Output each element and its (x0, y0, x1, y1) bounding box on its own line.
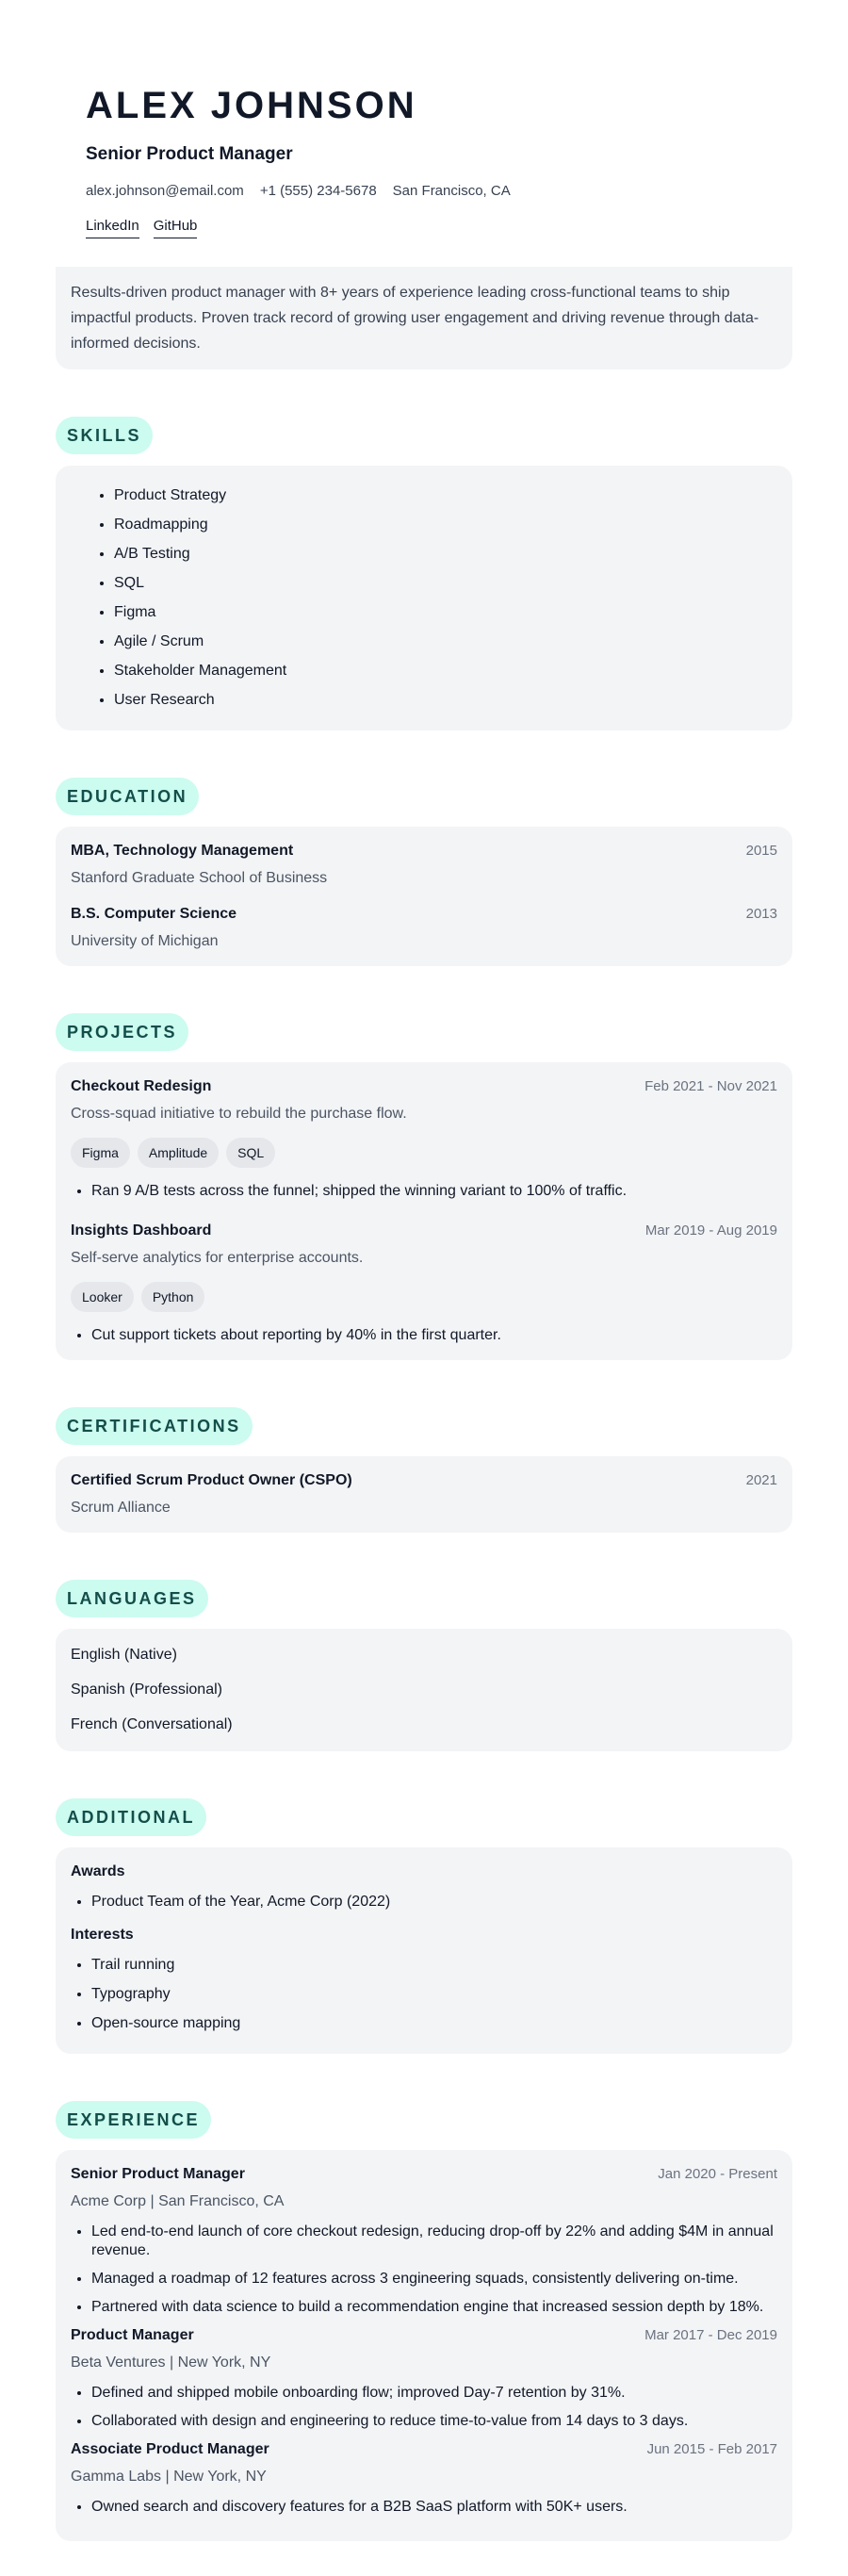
job-role: Product Manager (71, 2327, 194, 2343)
experience-entry (71, 2165, 777, 2317)
job-bullet: • Managed a roadmap of 12 features across 3 engineering squads, consistently delivering on-time. (91, 2270, 777, 2289)
contact-phone[interactable]: +1 (555) 234-5678 (259, 183, 377, 199)
tech-tag: Figma (71, 1138, 130, 1168)
project-dates: Feb 2021 - Nov 2021 (644, 1078, 777, 1094)
projects-section (56, 1013, 792, 1360)
experience-card (56, 2150, 792, 2541)
project-bullets (71, 1326, 777, 1345)
project-tags (71, 1138, 777, 1168)
job-bullet: • Defined and shipped mobile onboarding flow; improved Day-7 retention by 31%. (91, 2384, 777, 2403)
projects-card (56, 1062, 792, 1360)
job-bullet: • Owned search and discovery features for a B2B SaaS platform with 50K+ users. (91, 2498, 777, 2517)
language-item: French (Conversational) (71, 1716, 233, 1732)
certifications-section (56, 1407, 792, 1533)
skill-item: • User Research (114, 691, 777, 710)
job-dates: Mar 2017 - Dec 2019 (644, 2327, 777, 2343)
job-role: Senior Product Manager (71, 2166, 245, 2182)
skill-item: • Agile / Scrum (114, 632, 777, 651)
project-name: Checkout Redesign (71, 1078, 212, 1094)
additional-section (56, 1798, 792, 2054)
education-card (56, 827, 792, 966)
experience-entry (71, 2326, 777, 2431)
languages-card (56, 1629, 792, 1751)
tech-tag: Python (141, 1282, 205, 1312)
summary-text: Results-driven product manager with 8+ years of experience leading cross-functional teams to ship impactful products. Proven track record of growing user engagement and driving revenue through data-informed decisions. (71, 285, 759, 352)
additional-card (56, 1847, 792, 2054)
certification-name: Certified Scrum Product Owner (CSPO) (71, 1472, 352, 1488)
degree-title: MBA, Technology Management (71, 843, 294, 859)
profile-links (86, 217, 762, 238)
interest-item: • Open-source mapping (91, 2014, 777, 2033)
job-company: Beta Ventures | New York, NY (71, 2354, 271, 2371)
interests-heading: Interests (71, 1927, 134, 1943)
school-name: University of Michigan (71, 933, 219, 949)
interests-list (71, 1956, 777, 2033)
tech-tag: SQL (226, 1138, 275, 1168)
education-entry (71, 842, 777, 888)
language-item: English (Native) (71, 1647, 177, 1663)
skill-item: • A/B Testing (114, 545, 777, 564)
section-heading-education: EDUCATION (56, 778, 199, 815)
job-bullets (71, 2498, 777, 2517)
job-bullet: • Partnered with data science to build a recommendation engine that increased session depth by 18%. (91, 2298, 777, 2317)
skill-item: • Roadmapping (114, 516, 777, 534)
project-tags (71, 1282, 777, 1312)
awards-list (71, 1893, 777, 1911)
section-heading-additional: ADDITIONAL (56, 1798, 206, 1836)
job-bullets (71, 2384, 777, 2431)
project-name: Insights Dashboard (71, 1222, 212, 1239)
section-heading-experience: EXPERIENCE (56, 2101, 211, 2139)
interest-item: • Trail running (91, 1956, 777, 1975)
section-heading-skills: SKILLS (56, 417, 153, 454)
project-entry (71, 1077, 777, 1201)
languages-section (56, 1580, 792, 1751)
education-entry (71, 905, 777, 951)
project-description: Self-serve analytics for enterprise accounts. (71, 1250, 364, 1266)
certification-year: 2021 (745, 1472, 777, 1488)
job-bullet: • Led end-to-end launch of core checkout redesign, reducing drop-off by 22% and adding $4M in annual revenue. (91, 2223, 777, 2260)
project-entry (71, 1222, 777, 1345)
candidate-name: ALEX JOHNSON (86, 85, 417, 126)
skills-card (56, 466, 792, 730)
section-heading-languages: LANGUAGES (56, 1580, 208, 1617)
awards-heading: Awards (71, 1863, 125, 1879)
experience-section (56, 2101, 792, 2541)
project-bullet: • Cut support tickets about reporting by 40% in the first quarter. (91, 1326, 777, 1345)
summary-card (56, 267, 792, 369)
skill-item: • SQL (114, 574, 777, 593)
tech-tag: Looker (71, 1282, 134, 1312)
skills-list (93, 486, 777, 710)
project-description: Cross-squad initiative to rebuild the purchase flow. (71, 1106, 407, 1122)
skill-item: • Product Strategy (114, 486, 777, 505)
resume-header (56, 0, 792, 267)
job-dates: Jan 2020 - Present (658, 2166, 777, 2182)
project-bullet: • Ran 9 A/B tests across the funnel; shipped the winning variant to 100% of traffic. (91, 1182, 777, 1201)
project-dates: Mar 2019 - Aug 2019 (644, 1222, 777, 1239)
candidate-title: Senior Product Manager (86, 144, 293, 164)
job-company: Gamma Labs | New York, NY (71, 2469, 267, 2485)
section-heading-certifications: CERTIFICATIONS (56, 1407, 253, 1445)
project-bullets (71, 1182, 777, 1201)
degree-year: 2015 (745, 843, 777, 859)
contact-location: San Francisco, CA (392, 183, 511, 199)
linkedin-link[interactable]: LinkedIn (86, 217, 139, 238)
skill-item: • Stakeholder Management (114, 662, 777, 681)
tech-tag: Amplitude (138, 1138, 219, 1168)
skill-item: • Figma (114, 603, 777, 622)
interest-item: • Typography (91, 1985, 777, 2004)
job-company: Acme Corp | San Francisco, CA (71, 2193, 285, 2209)
github-link[interactable]: GitHub (154, 217, 198, 238)
certification-issuer: Scrum Alliance (71, 1500, 171, 1516)
degree-year: 2013 (745, 906, 777, 922)
contact-line (86, 182, 762, 201)
section-heading-projects: PROJECTS (56, 1013, 188, 1051)
education-section (56, 778, 792, 966)
job-bullets (71, 2223, 777, 2317)
contact-email[interactable]: alex.johnson@email.com (86, 183, 244, 199)
award-item: • Product Team of the Year, Acme Corp (2022) (91, 1893, 777, 1911)
school-name: Stanford Graduate School of Business (71, 870, 328, 886)
language-item: Spanish (Professional) (71, 1682, 222, 1698)
experience-entry (71, 2440, 777, 2517)
job-bullet: • Collaborated with design and engineering to reduce time-to-value from 14 days to 3 days. (91, 2412, 777, 2431)
skills-section (56, 417, 792, 730)
degree-title: B.S. Computer Science (71, 906, 237, 922)
job-dates: Jun 2015 - Feb 2017 (646, 2441, 777, 2457)
job-role: Associate Product Manager (71, 2441, 269, 2457)
certifications-card (56, 1456, 792, 1533)
